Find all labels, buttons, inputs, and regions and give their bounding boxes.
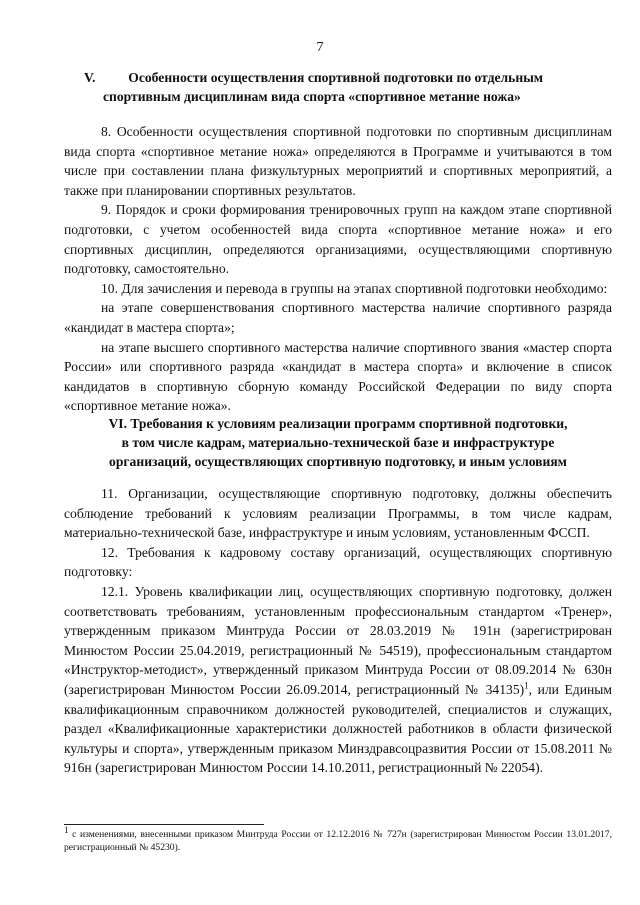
section-5-title-line2: спортивным дисциплинам вида спорта «спортивное метание ножа» [103,89,521,104]
paragraph-12-1 [64,582,612,778]
paragraph-10: 10. Для зачисления и перевода в группы на этапах спортивной подготовки необходимо: [101,280,608,296]
section-5-body [64,122,612,416]
footnote-mark: 1 [64,824,69,835]
footnote-ref: 1 [524,680,529,691]
section-5-title [84,68,604,106]
paragraph-12-1-text-cont: , или Единым квалификационным справочником должностей руководителей, специалистов и служащих, раздел «Квалификационные характеристики должностей работников в области физической культуры и спорта», утвержденным приказом Минздравсоцразвития России от 15.08.2011 № 916н (зарегистрирован Минюстом России 14.10.2011, регистрационный № 22054). [64,681,612,776]
section-6-body [64,484,612,778]
paragraph-9: 9. Порядок и сроки формирования тренировочных групп на каждом этапе спортивной подготовки, с учетом особенностей вида спорта «спортивное метание ножа» и его спортивных дисциплин, определяются организациями, осуществляющими спортивную подготовку, самостоятельно. [64,202,612,277]
section-6-title-line2: в том числе кадрам, материально-технической базе и инфраструктуре [121,435,555,450]
section-5-title-line1: Особенности осуществления спортивной подготовки по отдельным [128,70,544,85]
footnote-divider [64,824,264,825]
paragraph-12: 12. Требования к кадровому составу организаций, осуществляющих спортивную подготовку: [64,544,612,580]
paragraph-12-1-text: 12.1. Уровень квалификации лиц, осуществляющих спортивную подготовку, должен соответствовать требованиям, установленным профессиональным стандартом «Тренер», утвержденным приказом Минтруда России от 28.03.2019 № 191н (зарегистрирован Минюстом России 25.04.2019, регистрационный № 54519), профессиональным стандартом «Инструктор-методист», утвержденный приказом Минтруда России от 08.09.2014 № 630н (зарегистрирован Минюстом России 26.09.2014, регистрационный № 34135) [64,583,612,697]
section-6-title-line3: организаций, осуществляющих спортивную подготовку, и иным условиям [109,454,567,469]
section-5-number: V. [84,70,96,85]
paragraph-8: 8. Особенности осуществления спортивной подготовки по спортивным дисциплинам вида спорта «спортивное метание ножа» определяются в Программе и учитываются в том числе при составлении плана физкультурных мероприятий и спортивных мероприятий, а также при планировании спортивных результатов. [64,124,612,198]
page-number: 7 [316,40,324,55]
footnote [64,824,612,854]
section-6-title [64,414,612,471]
footnote-text: с изменениями, внесенными приказом Минтруда России от 12.12.2016 № 727н (зарегистрирован Минюстом России 13.01.2017, регистрационный № 45230). [64,829,612,853]
paragraph-10-item-1: на этапе совершенствования спортивного мастерства наличие спортивного разряда «кандидат в мастера спорта»; [64,300,612,335]
paragraph-10-item-2: на этапе высшего спортивного мастерства наличие спортивного звания «мастер спорта России» или спортивного разряда «кандидат в мастера спорта» и включение в список кандидатов в спортивную сборную команду Российской Федерации по виду спорта «спортивное метание ножа». [64,339,612,414]
paragraph-11: 11. Организации, осуществляющие спортивную подготовку, должны обеспечить соблюдение требований к условиям реализации Программы, в том числе кадрам, материально-технической базе, инфраструктуре и иным условиям, установленным ФССП. [64,486,612,541]
section-6-title-line1: VI. Требования к условиям реализации программ спортивной подготовки, [108,416,568,431]
